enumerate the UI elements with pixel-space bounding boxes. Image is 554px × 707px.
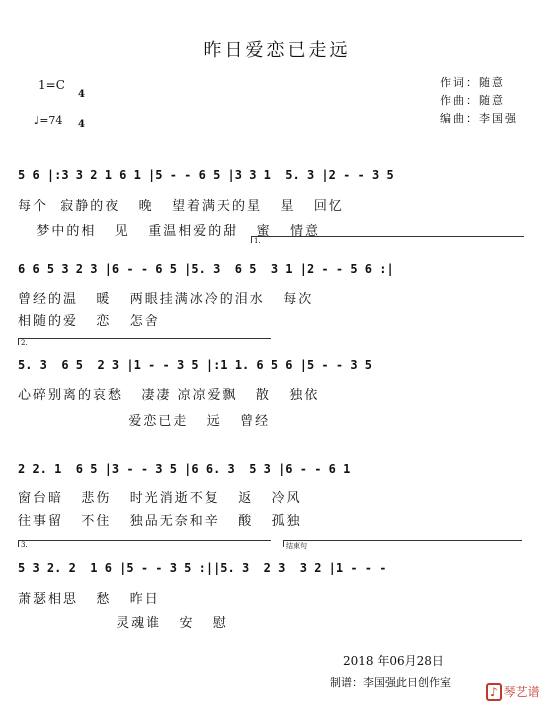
tempo-marking: ♩=74	[34, 114, 63, 127]
date-stamp: 2018 年06月28日	[343, 654, 444, 668]
song-title: 昨日爱恋已走远	[203, 40, 351, 61]
lyrics-system-3-verse-1: 心碎别离的哀愁 凄凄 凉凉爱飘 散 独依	[18, 388, 320, 403]
notation-system-2: 6 6 5 3 2 3 |6 - - 6 5 |5. 3 6 5 3 1 |2 - - 5 6 :|	[18, 262, 394, 276]
footer-credit: 制谱：李国强此日创作室	[330, 676, 451, 689]
lyricist-credit: 作词：随意	[440, 76, 505, 89]
lyrics-system-2-verse-1: 曾经的温 暖 两眼挂满冰冷的泪水 每次	[18, 292, 314, 307]
watermark-text: 琴艺谱	[503, 685, 540, 699]
lyrics-system-1-verse-1: 每个 寂静的夜 晚 望着满天的星 星 回忆	[18, 199, 344, 214]
composer-credit: 作曲：随意	[440, 94, 505, 107]
arranger-credit: 编曲：李国强	[440, 112, 518, 125]
meter-bottom: 4	[78, 119, 85, 130]
volta-bracket-ending: 结束句	[283, 540, 522, 547]
volta-bracket-1: 1.	[251, 236, 524, 243]
lyrics-system-5-verse-1: 萧瑟相思 愁 昨日	[18, 592, 160, 607]
lyrics-system-2-verse-2: 相随的爱 恋 怎舍	[18, 314, 160, 329]
lyrics-system-4-verse-2: 往事留 不住 独品无奈和辛 酸 孤独	[18, 514, 302, 529]
notation-system-1: 5 6 |:3 3 2 1 6 1 |5 - - 6 5 |3 3 1 5. 3 |2 - - 3 5	[18, 168, 394, 182]
lyrics-system-5-verse-2: 灵魂谁 安 慰	[18, 616, 228, 631]
meter-top: 4	[78, 89, 85, 100]
lyrics-system-4-verse-1: 窗台暗 悲伤 时光消逝不复 返 冷风	[18, 491, 302, 506]
watermark-logo	[486, 683, 540, 700]
notation-system-3: 5. 3 6 5 2 3 |1 - - 3 5 |:1 1. 6 5 6 |5 - - 3 5	[18, 358, 373, 372]
notation-system-4: 2 2. 1 6 5 |3 - - 3 5 |6 6. 3 5 3 |6 - - 6 1	[18, 462, 351, 476]
lyrics-system-1-verse-2: 梦中的相 见 重温相爱的甜 蜜 情意	[18, 224, 320, 239]
time-signature	[78, 70, 85, 140]
volta-bracket-3: 3.	[18, 540, 271, 547]
key-signature: 1=C	[38, 78, 65, 92]
lyrics-system-3-verse-2: 爱恋已走 远 曾经	[18, 414, 271, 429]
notation-system-5: 5 3 2. 2 1 6 |5 - - 3 5 :||5. 3 2 3 3 2 |1 - - -	[18, 561, 387, 575]
logo-icon: ♪	[486, 683, 502, 701]
volta-bracket-2: 2.	[18, 338, 271, 345]
